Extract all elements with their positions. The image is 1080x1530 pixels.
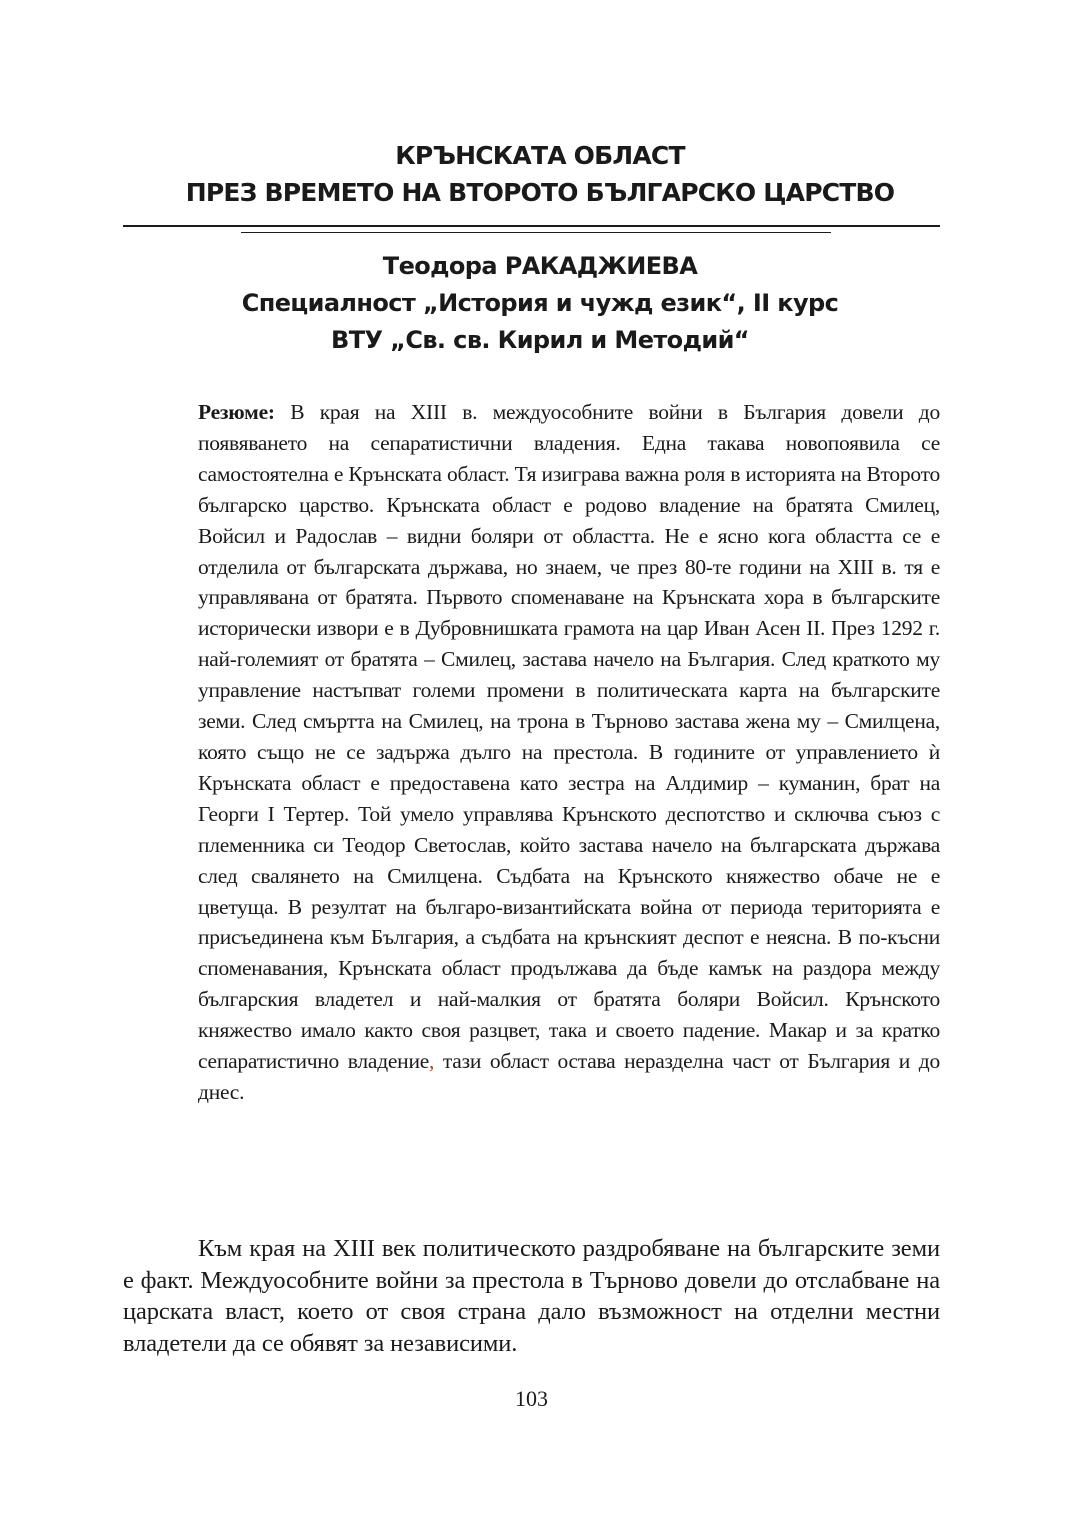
page-number: 103 (515, 1386, 548, 1411)
author-name: Теодора РАКАДЖИЕВА (382, 252, 698, 280)
author-university: ВТУ „Св. св. Кирил и Методий“ (331, 326, 749, 354)
abstract-text-part-1: В края на XIII в. междуособните войни в България довели до появяването на сепаратистични владения. Една такава новопоявила се самостоятелна е Крънската област. Тя изиграва важна роля в историята на Второто българско царство. Крънската област е родово владение на братята Смилец, Войсил и Радослав – видни боляри от областта. Не е ясно кога областта се е отделила от българската държава, но знаем, че през 80-те години на XIII в. тя е управлявана от братята. Първото споменаване на Крънската хора в българските исторически извори е в Дубровнишката грамота на цар Иван Асен II. През 1292 г. най-големият от братята – Смилец, застава начело на България. След краткото му управление настъпват големи промени в политическата карта на българските земи. След смъртта на Смилец, на трона в Търново застава жена му – Смилцена, която също не се задържа дълго на престола. В годините от управлението ѝ Крънската област е предоставена като зестра на Алдимир – куманин, брат на Георги I Тертер. Той умело управлява Крънското деспотство и сключва съюз с племенника си Теодор Светослав, който застава начело на българската държава след свалянето на Смилцена. Съдбата на Крънското княжество обаче не е цветуща. В резултат на българо-византийската война от периода територията е присъединена към България, а съдбата на крънският деспот е неясна. В по-късни споменавания, Крънската област продължава да бъде камък на раздора между българския владетел и най-малкия от братята боляри Войсил. Крънското княжество имало както своя разцвет, така и своето падение. Макар и за кратко сепаратистично владение (198, 400, 940, 1074)
abstract-red-comma: , (429, 1049, 435, 1074)
abstract-label: Резюме: (198, 400, 275, 424)
author-specialty: Специалност „История и чужд език“, II курс (241, 289, 839, 317)
title-rule-thick (123, 225, 940, 227)
abstract (198, 397, 940, 1108)
title-rule-thin (241, 232, 831, 233)
article-title-line-2: ПРЕЗ ВРЕМЕТО НА ВТОРОТО БЪЛГАРСКО ЦАРСТВО (185, 178, 895, 207)
article-title-line-1: КРЪНСКАТА ОБЛАСТ (395, 141, 685, 170)
body-paragraph-1: Към края на XIII век политическото раздробяване на българските земи е факт. Междуособните войни за престола в Търново довели до отслабване на царската власт, което от своя страна дало възможност на отделни местни владетели да се обявят за независими. (123, 1235, 940, 1357)
abstract-text-part-2: тази област остава неразделна част от България и до днес. (198, 1049, 940, 1104)
